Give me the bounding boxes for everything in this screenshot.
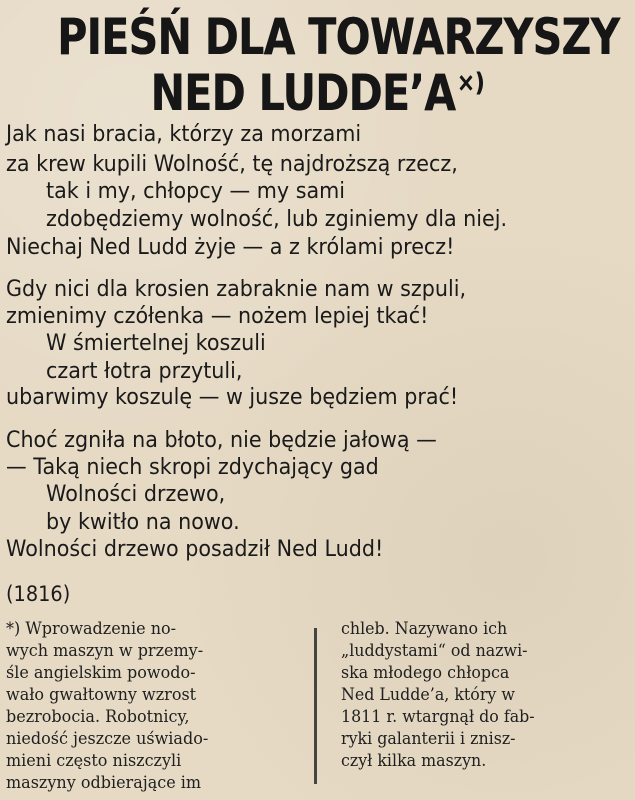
poem-line: Choć zgniła na błoto, nie będzie jałową — (6, 428, 437, 453)
footnote-line: chleb. Nazywano ich (341, 619, 508, 638)
footnote-line: bezrobocia. Robotnicy, (6, 707, 190, 726)
footnote-line: ryki galanterii i znisz- (341, 729, 516, 748)
poem-line: zdobędziemy wolność, lub zginiemy dla niej. (46, 207, 508, 232)
poem-line: Gdy nici dla krosien zabraknie nam w szpuli, (6, 277, 467, 302)
footnote-line: 1811 r. wtargnął do fab- (341, 707, 535, 726)
poem-line: Wolności drzewo, (46, 482, 226, 507)
footnote-line: wało gwałtowny wzrost (6, 685, 197, 704)
poem-line: Jak nasi bracia, którzy za morzami (6, 122, 362, 147)
poem-year: (1816) (6, 582, 71, 606)
title-text-line-1: PIEŚŃ DLA TOWARZYSZY (57, 8, 620, 66)
poem-line: ubarwimy koszulę — w jusze będziem prać! (6, 385, 459, 410)
poem-line: zmienimy czółenka — nożem lepiej tkać! (6, 304, 429, 329)
poem-line: by kwitło na nowo. (46, 510, 240, 535)
poem-line: — Taką niech skropi zdychający gad (6, 455, 379, 480)
footnote-line: maszyny odbierające im (6, 773, 202, 792)
poem-line: Wolności drzewo posadził Ned Ludd! (6, 537, 384, 562)
footnote-column-left (6, 621, 301, 791)
column-divider (314, 628, 317, 784)
title-text-line-2: NED LUDDE’A (150, 64, 456, 122)
poem-line: Niechaj Ned Ludd żyje — a z królami precz! (6, 235, 455, 260)
poem-line: czart łotra przytuli, (46, 359, 243, 384)
footnote-line: „luddystami“ od nazwi- (341, 641, 528, 660)
footnote-line: czył kilka maszyn. (341, 751, 487, 770)
footnote-line: niedość jeszcze uświado- (6, 729, 209, 748)
footnote-line: *) Wprowadzenie no- (6, 619, 177, 638)
poem-line: W śmiertelnej koszuli (46, 331, 266, 356)
footnote-marker: ×) (456, 68, 485, 98)
poem-line: tak i my, chłopcy — my sami (46, 179, 346, 204)
footnote-column-right (341, 621, 633, 791)
footnote-line: śle angielskim powodo- (6, 663, 196, 682)
poem-line: za krew kupili Wolność, tę najdroższą rzecz, (6, 152, 458, 177)
footnote-line: wych maszyn w przemy- (6, 641, 204, 660)
footnote-line: Ned Ludde’a, który w (341, 685, 515, 704)
footnote-line: mieni często niszczyli (6, 751, 182, 770)
footnote-line: ska młodego chłopca (341, 663, 510, 682)
